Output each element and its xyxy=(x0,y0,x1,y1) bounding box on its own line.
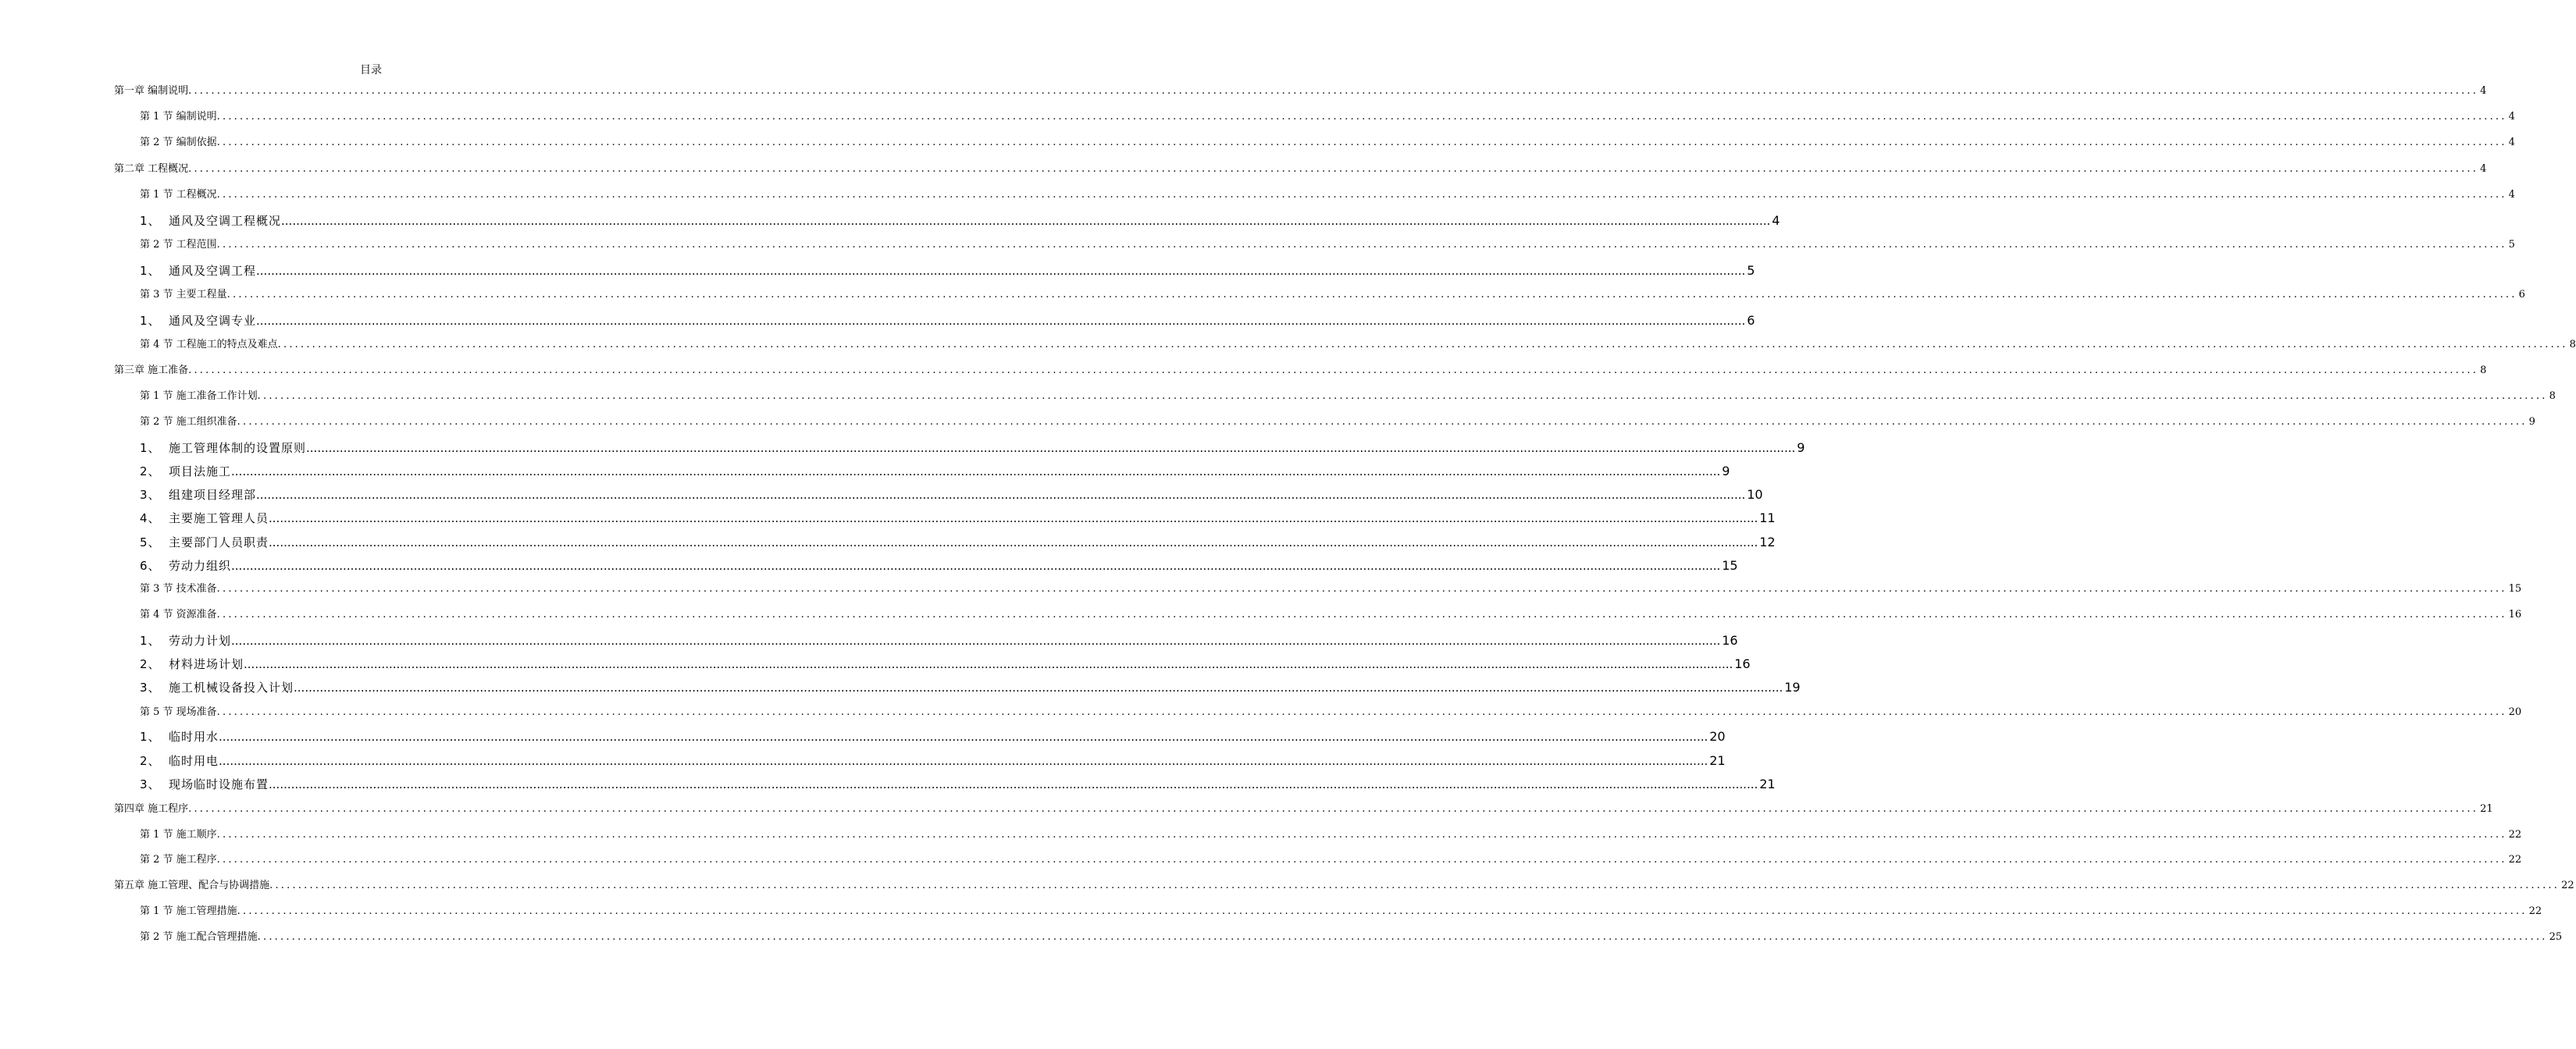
dot-leader: ................................................................................................................................................................................................................................................................................................................................................................................................................ xyxy=(269,511,1758,525)
toc-entry[interactable] xyxy=(140,510,1776,526)
toc-entry-number: 1、 xyxy=(140,214,161,228)
dot-leader: ................................................................................................................................................................................................................................................................................................................................................................................................................ xyxy=(219,730,1708,744)
toc-entry-page-number: 20 xyxy=(1709,729,1726,744)
dot-leader: ................................................................................................................................................................................................................................................................................................................................................................................................................ xyxy=(188,85,2479,97)
dot-leader: ................................................................................................................................................................................................................................................................................................................................................................................................................ xyxy=(188,364,2479,376)
toc-entry[interactable] xyxy=(140,110,2515,124)
toc-entry-text: 材料进场计划 xyxy=(169,657,244,671)
dot-leader: ................................................................................................................................................................................................................................................................................................................................................................................................................ xyxy=(256,488,1746,502)
toc-entry-page-number: 4 xyxy=(1772,213,1780,228)
toc-entry-page-number: 6 xyxy=(2518,289,2525,300)
toc-entry-text: 施工机械设备投入计划 xyxy=(169,681,294,695)
toc-entry-label: 第 1 节 施工准备工作计划 xyxy=(140,390,258,402)
toc-entry-number: 4、 xyxy=(140,511,161,525)
toc-entry-label: 第 1 节 施工顺序 xyxy=(140,829,217,841)
dot-leader: ................................................................................................................................................................................................................................................................................................................................................................................................................ xyxy=(216,111,2507,123)
toc-entry-label xyxy=(140,487,256,503)
toc-entry-page-number: 8 xyxy=(2549,390,2556,402)
toc-entry[interactable] xyxy=(140,853,2522,867)
toc-entry-label: 第五章 施工管理、配合与协调措施 xyxy=(114,880,270,891)
toc-entry-page-number: 4 xyxy=(2508,137,2515,148)
toc-entry[interactable] xyxy=(140,608,2522,622)
toc-entry-number: 1、 xyxy=(140,730,161,744)
toc-entry[interactable] xyxy=(140,313,1755,329)
toc-entry-label xyxy=(140,440,306,456)
dot-leader: ................................................................................................................................................................................................................................................................................................................................................................................................................ xyxy=(216,706,2507,718)
dot-leader: ................................................................................................................................................................................................................................................................................................................................................................................................................ xyxy=(244,657,1733,671)
toc-entry[interactable] xyxy=(114,802,2493,816)
toc-entry-label xyxy=(140,729,219,745)
toc-entry[interactable] xyxy=(140,487,1763,503)
toc-entry-number: 6、 xyxy=(140,559,161,573)
dot-leader: ................................................................................................................................................................................................................................................................................................................................................................................................................ xyxy=(216,239,2507,251)
toc-entry[interactable] xyxy=(140,188,2515,202)
toc-entry[interactable] xyxy=(114,879,2574,893)
toc-entry-label: 第 2 节 施工程序 xyxy=(140,854,217,866)
toc-entry[interactable] xyxy=(140,263,1755,279)
toc-entry-number: 5、 xyxy=(140,535,161,549)
toc-entry-label: 第 1 节 施工管理措施 xyxy=(140,905,237,917)
toc-entry[interactable] xyxy=(140,680,1801,695)
toc-entry[interactable] xyxy=(114,162,2487,176)
toc-entry[interactable] xyxy=(140,415,2535,429)
toc-entry-page-number: 15 xyxy=(1722,558,1738,573)
toc-entry-text: 通风及空调专业 xyxy=(169,314,257,328)
toc-entry-page-number: 21 xyxy=(1709,753,1726,768)
toc-entry-number: 2、 xyxy=(140,657,161,671)
toc-entry-text: 劳动力计划 xyxy=(169,634,232,648)
dot-leader: ................................................................................................................................................................................................................................................................................................................................................................................................................ xyxy=(219,754,1708,768)
toc-entry-label xyxy=(140,510,269,526)
toc-entry-page-number: 4 xyxy=(2508,189,2515,201)
toc-entry-number: 2、 xyxy=(140,464,161,478)
toc-entry-page-number: 20 xyxy=(2508,706,2522,718)
dot-leader: ................................................................................................................................................................................................................................................................................................................................................................................................................ xyxy=(231,559,1721,573)
toc-entry-number: 1、 xyxy=(140,634,161,648)
dot-leader: ................................................................................................................................................................................................................................................................................................................................................................................................................ xyxy=(269,535,1758,549)
toc-entry-label: 第二章 工程概况 xyxy=(114,163,189,175)
toc-entry[interactable] xyxy=(140,213,1780,229)
toc-entry-text: 主要部门人员职责 xyxy=(169,535,269,549)
toc-entry-page-number: 22 xyxy=(2508,829,2522,841)
toc-entry-label: 第 2 节 编制依据 xyxy=(140,137,217,148)
dot-leader: ................................................................................................................................................................................................................................................................................................................................................................................................................ xyxy=(216,829,2507,841)
dot-leader: ................................................................................................................................................................................................................................................................................................................................................................................................................ xyxy=(231,464,1721,478)
toc-entry-page-number: 4 xyxy=(2480,163,2487,175)
dot-leader: ................................................................................................................................................................................................................................................................................................................................................................................................................ xyxy=(306,441,1796,455)
toc-entry[interactable] xyxy=(140,440,1805,456)
toc-entry[interactable] xyxy=(140,706,2522,720)
toc-entry-page-number: 22 xyxy=(2528,905,2542,917)
dot-leader: ................................................................................................................................................................................................................................................................................................................................................................................................................ xyxy=(237,905,2528,917)
toc-entry-label xyxy=(140,213,281,229)
toc-entry-label: 第三章 施工准备 xyxy=(114,364,189,376)
dot-leader: ................................................................................................................................................................................................................................................................................................................................................................................................................ xyxy=(256,314,1746,328)
toc-entry-number: 3、 xyxy=(140,488,161,502)
toc-entry-page-number: 12 xyxy=(1759,535,1776,549)
dot-leader: ................................................................................................................................................................................................................................................................................................................................................................................................................ xyxy=(216,583,2507,595)
toc-entry[interactable] xyxy=(140,558,1738,574)
toc-entry-label: 第四章 施工程序 xyxy=(114,803,189,815)
toc-entry-page-number: 8 xyxy=(2569,339,2576,350)
toc-entry-page-number: 9 xyxy=(1722,464,1730,478)
toc-entry[interactable] xyxy=(140,535,1776,550)
toc-entry[interactable] xyxy=(140,338,2576,352)
toc-entry-label xyxy=(140,656,244,672)
toc-entry[interactable] xyxy=(140,389,2556,404)
toc-entry-page-number: 6 xyxy=(1747,313,1755,328)
toc-entry-page-number: 25 xyxy=(2549,931,2563,943)
toc-entry[interactable] xyxy=(140,753,1726,769)
toc-entry-page-number: 8 xyxy=(2480,364,2487,376)
dot-leader: ................................................................................................................................................................................................................................................................................................................................................................................................................ xyxy=(257,931,2548,943)
toc-entry-page-number: 16 xyxy=(2508,609,2522,621)
toc-entry[interactable] xyxy=(114,364,2487,378)
toc-entry[interactable] xyxy=(140,582,2522,596)
toc-entry-label: 第 2 节 工程范围 xyxy=(140,239,217,251)
toc-entry-text: 临时用电 xyxy=(169,754,219,768)
toc-entry-page-number: 5 xyxy=(1747,263,1755,278)
dot-leader: ................................................................................................................................................................................................................................................................................................................................................................................................................ xyxy=(257,390,2548,402)
toc-entry-label: 第 1 节 编制说明 xyxy=(140,111,217,123)
toc-entry-number: 3、 xyxy=(140,681,161,695)
dot-leader: ................................................................................................................................................................................................................................................................................................................................................................................................................ xyxy=(216,137,2507,148)
toc-entry-label: 第 1 节 工程概况 xyxy=(140,189,217,201)
toc-entry-label: 第 3 节 技术准备 xyxy=(140,583,217,595)
dot-leader: ................................................................................................................................................................................................................................................................................................................................................................................................................ xyxy=(277,339,2568,350)
toc-entry-page-number: 15 xyxy=(2508,583,2522,595)
toc-entry-label: 第 4 节 工程施工的特点及难点 xyxy=(140,339,278,350)
dot-leader: ................................................................................................................................................................................................................................................................................................................................................................................................................ xyxy=(281,214,1771,228)
toc-entry-label: 第 2 节 施工配合管理措施 xyxy=(140,931,258,943)
toc-entry-number: 2、 xyxy=(140,754,161,768)
dot-leader: ................................................................................................................................................................................................................................................................................................................................................................................................................ xyxy=(237,416,2528,428)
toc-entry-label xyxy=(140,777,269,792)
toc-entry[interactable] xyxy=(140,905,2542,919)
toc-entry-page-number: 19 xyxy=(1784,680,1801,695)
toc-entry[interactable] xyxy=(140,238,2515,252)
toc-entry[interactable] xyxy=(140,464,1730,479)
toc-entry-label xyxy=(140,464,231,479)
dot-leader: ................................................................................................................................................................................................................................................................................................................................................................................................................ xyxy=(226,289,2517,300)
toc-entry-label: 第 3 节 主要工程量 xyxy=(140,289,227,300)
toc-entry-label xyxy=(140,263,256,279)
toc-entry-page-number: 16 xyxy=(1722,633,1738,648)
toc-entry-label xyxy=(140,558,231,574)
toc-entry-text: 组建项目经理部 xyxy=(169,488,257,502)
dot-leader: ................................................................................................................................................................................................................................................................................................................................................................................................................ xyxy=(216,189,2507,201)
toc-entry-number: 3、 xyxy=(140,777,161,791)
toc-entry-text: 临时用水 xyxy=(169,730,219,744)
toc-entry-page-number: 21 xyxy=(1759,777,1776,791)
dot-leader: ................................................................................................................................................................................................................................................................................................................................................................................................................ xyxy=(231,634,1721,648)
toc-entry-page-number: 10 xyxy=(1747,487,1763,502)
toc-entry-label xyxy=(140,535,269,550)
toc-entry[interactable] xyxy=(140,288,2525,302)
toc-entry-label xyxy=(140,633,231,649)
dot-leader: ................................................................................................................................................................................................................................................................................................................................................................................................................ xyxy=(269,777,1758,791)
toc-entry-number: 1、 xyxy=(140,264,161,278)
toc-entry-text: 劳动力组织 xyxy=(169,559,232,573)
dot-leader: ................................................................................................................................................................................................................................................................................................................................................................................................................ xyxy=(216,854,2507,866)
toc-entry[interactable] xyxy=(140,136,2515,150)
toc-title: 目录 xyxy=(360,64,382,76)
dot-leader: ................................................................................................................................................................................................................................................................................................................................................................................................................ xyxy=(269,880,2560,891)
toc-entry-label: 第一章 编制说明 xyxy=(114,85,189,97)
dot-leader: ................................................................................................................................................................................................................................................................................................................................................................................................................ xyxy=(256,264,1746,278)
toc-entry-label: 第 5 节 现场准备 xyxy=(140,706,217,718)
toc-entry[interactable] xyxy=(140,729,1726,745)
toc-entry-text: 项目法施工 xyxy=(169,464,232,478)
toc-entry-text: 通风及空调工程概况 xyxy=(169,214,282,228)
toc-entry-text: 主要施工管理人员 xyxy=(169,511,269,525)
toc-entry-page-number: 11 xyxy=(1759,510,1776,525)
toc-entry[interactable] xyxy=(114,84,2487,98)
dot-leader: ................................................................................................................................................................................................................................................................................................................................................................................................................ xyxy=(188,803,2479,815)
toc-entry-page-number: 4 xyxy=(2508,111,2515,123)
toc-entry-text: 施工管理体制的设置原则 xyxy=(169,441,307,455)
toc-entry-page-number: 16 xyxy=(1734,656,1751,671)
toc-entry-text: 现场临时设施布置 xyxy=(169,777,269,791)
dot-leader: ................................................................................................................................................................................................................................................................................................................................................................................................................ xyxy=(216,609,2507,621)
toc-entry-label: 第 2 节 施工组织准备 xyxy=(140,416,237,428)
toc-entry[interactable] xyxy=(140,633,1738,649)
dot-leader: ................................................................................................................................................................................................................................................................................................................................................................................................................ xyxy=(294,681,1783,695)
toc-entry[interactable] xyxy=(140,777,1776,792)
toc-entry-page-number: 4 xyxy=(2480,85,2487,97)
toc-entry-text: 通风及空调工程 xyxy=(169,264,257,278)
toc-entry-page-number: 22 xyxy=(2508,854,2522,866)
toc-entry-label xyxy=(140,753,219,769)
toc-entry-label xyxy=(140,313,256,329)
toc-entry-page-number: 9 xyxy=(2528,416,2535,428)
toc-entry-page-number: 5 xyxy=(2508,239,2515,251)
toc-entry-label xyxy=(140,680,294,695)
toc-entry-number: 1、 xyxy=(140,314,161,328)
toc-entry-label: 第 4 节 资源准备 xyxy=(140,609,217,621)
toc-entry[interactable] xyxy=(140,656,1751,672)
toc-entry-page-number: 9 xyxy=(1797,440,1805,455)
toc-entry-number: 1、 xyxy=(140,441,161,455)
toc-entry[interactable] xyxy=(140,828,2522,842)
toc-entry-page-number: 21 xyxy=(2480,803,2493,815)
toc-entry-page-number: 22 xyxy=(2561,880,2574,891)
dot-leader: ................................................................................................................................................................................................................................................................................................................................................................................................................ xyxy=(188,163,2479,175)
toc-entry[interactable] xyxy=(140,930,2563,944)
